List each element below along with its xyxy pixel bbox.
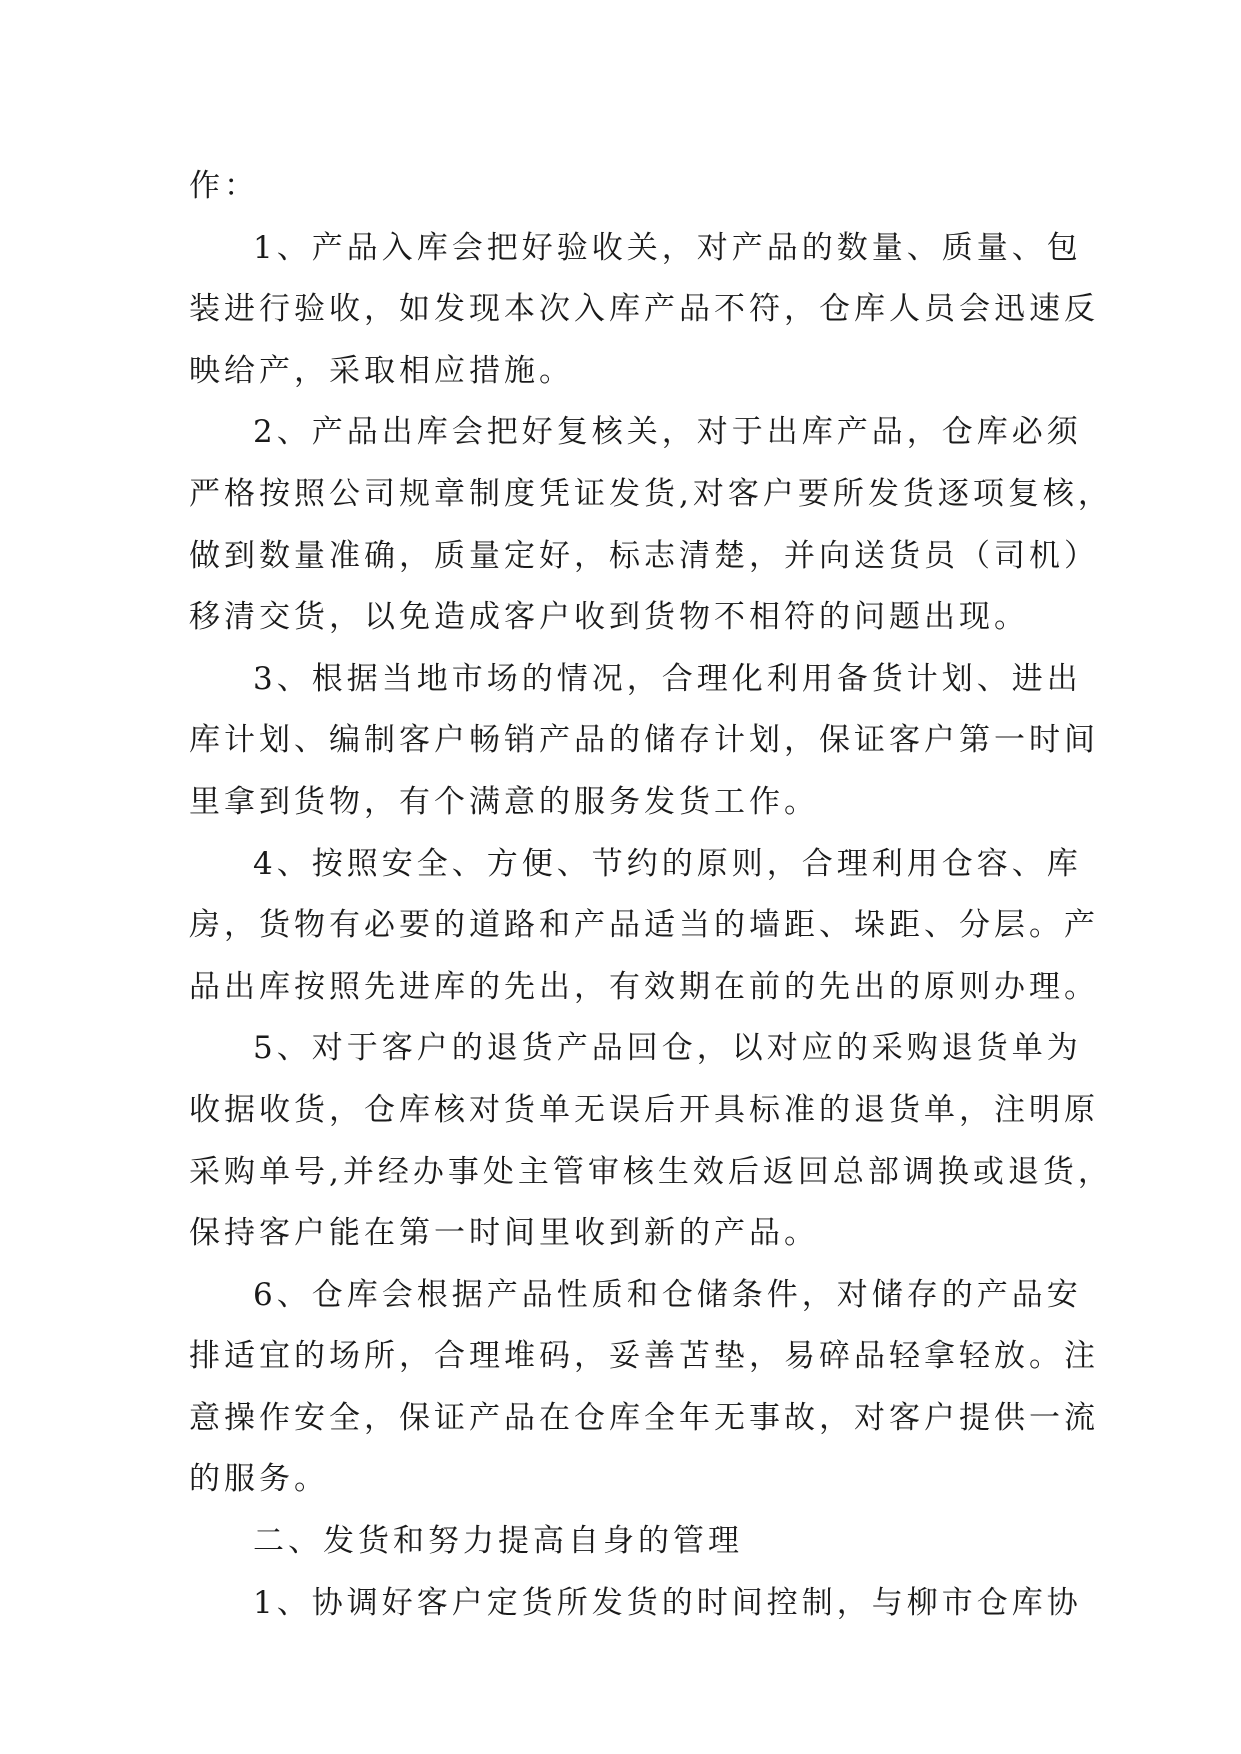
text-line: 3、根据当地市场的情况，合理化利用备货计划、进出 [253,660,1082,697]
text-line: 做到数量准确，质量定好，标志清楚，并向送货员（司机） [189,537,1099,574]
text-line: 保持客户能在第一时间里收到新的产品。 [189,1215,819,1252]
document-body [189,156,1113,1634]
text-line: 映给产，采取相应措施。 [189,352,574,389]
text-line: 2、产品出库会把好复核关，对于出库产品，仓库必须 [253,414,1082,451]
text-line: 品出库按照先进库的先出，有效期在前的先出的原则办理。 [189,968,1099,1005]
text-line: 装进行验收，如发现本次入库产品不符，仓库人员会迅速反 [189,291,1099,328]
text-line: 4、按照安全、方便、节约的原则，合理利用仓容、库 [253,845,1082,882]
text-line: 作： [189,168,259,204]
text-line: 6、仓库会根据产品性质和仓储条件，对储存的产品安 [253,1276,1082,1313]
text-line: 意操作安全，保证产品在仓库全年无事故，对客户提供一流 [189,1399,1099,1436]
text-line: 采购单号,并经办事处主管审核生效后返回总部调换或退货， [189,1153,1113,1190]
text-line: 5、对于客户的退货产品回仓，以对应的采购退货单为 [253,1030,1082,1067]
text-line: 排适宜的场所，合理堆码，妥善苫垫，易碎品轻拿轻放。注 [189,1338,1099,1375]
text-lines [189,156,1113,1634]
text-line: 1、协调好客户定货所发货的时间控制，与柳市仓库协 [253,1584,1082,1621]
text-line: 里拿到货物，有个满意的服务发货工作。 [189,783,819,820]
text-line: 二、发货和努力提高自身的管理 [253,1523,743,1560]
text-line: 移清交货，以免造成客户收到货物不相符的问题出现。 [189,599,1029,636]
text-line: 房，货物有必要的道路和产品适当的墙距、垛距、分层。产 [189,907,1099,944]
text-line: 库计划、编制客户畅销产品的储存计划，保证客户第一时间 [189,722,1099,759]
text-line: 严格按照公司规章制度凭证发货,对客户要所发货逐项复核， [189,475,1113,512]
text-line: 的服务。 [189,1461,329,1498]
text-line: 1、产品入库会把好验收关，对产品的数量、质量、包 [253,229,1082,266]
text-line: 收据收货，仓库核对货单无误后开具标准的退货单，注明原 [189,1091,1099,1128]
